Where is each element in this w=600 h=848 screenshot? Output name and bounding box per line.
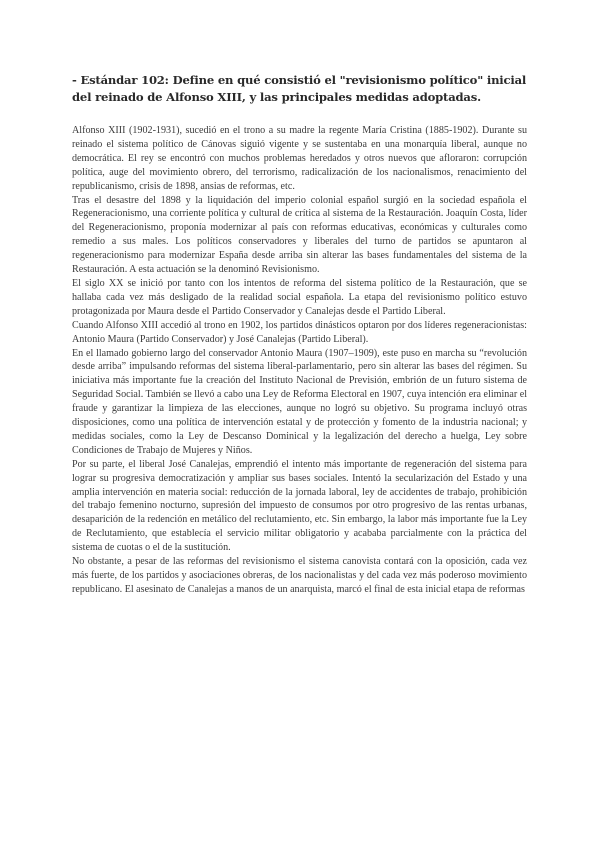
paragraph-canalejas: Por su parte, el liberal José Canalejas, emprendió el intento más importante de regeneración del sistema para lograr su progresiva democratización y ampliar sus bases sociales. Intentó la secularización del Estado y una amplia intervención en materia social: reducción de la jornada laboral, ley de accidentes de trabajo, prohibición del trabajo femenino nocturno, supresión del impuesto de consumos por otro progresivo de las rentas urbanas, desaparición de la redención en metálico del reclutamiento, etc. Sin embargo, la labor más importante fue la Ley de Reclutamiento, que establecía el servicio militar obligatorio y acababa parcialmente con la práctica del sistema de cuotas o el de la sustitución. (72, 458, 527, 554)
paragraph-regeneracionismo: Tras el desastre del 1898 y la liquidación del imperio colonial español surgió en la sociedad española el Regeneracionismo, una corriente política y cultural de crítica al sistema de la Restauración. Joaquín Costa, líder del Regeneracionismo, proponía modernizar al país con reformas educativas, económicas y culturales como remedio a sus males. Los políticos conservadores y liberales del turno de partidos se apuntaron al regeneracionismo para modernizar España desde arriba sin alterar las bases fundamentales del sistema de la Restauración. A esta actuación se la denominó Revisionismo. (72, 194, 527, 276)
paragraph-conclusion: No obstante, a pesar de las reformas del revisionismo el sistema canovista contará con la oposición, cada vez más fuerte, de los partidos y asociaciones obreras, de los nacionalistas y del cada vez más poderoso movimiento republicano. El asesinato de Canalejas a manos de un anarquista, marcó el final de esta inicial etapa de reformas (72, 556, 527, 595)
document-body (72, 124, 527, 597)
paragraph-partidos-dinasticos: Cuando Alfonso XIII accedió al trono en 1902, los partidos dinásticos optaron por dos líderes regeneracionistas: Antonio Maura (Partido Conservador) y José Canalejas (Partido Liberal). (72, 319, 527, 345)
document-title: - Estándar 102: Define en qué consistió el "revisionismo político" inicial del reinado de Alfonso XIII, y las principales medidas adoptadas. (72, 73, 527, 104)
paragraph-siglo-xx: El siglo XX se inició por tanto con los intentos de reforma del sistema político de la Restauración, que se hallaba cada vez más desligado de la realidad social española. La etapa del revisionismo político estuvo protagonizada por Maura desde el Partido Conservador y Canalejas desde el Partido Liberal. (72, 277, 527, 317)
paragraph-maura: En el llamado gobierno largo del conservador Antonio Maura (1907–1909), este puso en marcha su “revolución desde arriba” impulsando reformas del sistema liberal-parlamentario, pero sin alterar las bases del régimen. Su iniciativa más importante fue la creación del Instituto Nacional de Previsión, embrión de un futuro sistema de Seguridad Social. También se llevó a cabo una Ley de Reforma Electoral en 1907, cuya intención era eliminar el fraude y garantizar la limpieza de las elecciones, aunque no logró su objetivo. Su programa incluyó otras disposiciones, como una política de intervención estatal y de protección y fomento de la industria nacional; y medidas sociales, como la Ley de Descanso Dominical y la legalización del derecho a huelga, Ley sobre Condiciones de Trabajo de Mujeres y Niños. (72, 347, 527, 456)
paragraph-intro: Alfonso XIII (1902-1931), sucedió en el trono a su madre la regente María Cristina (1885-1902). Durante su reinado el sistema político de Cánovas siguió vigente y se sustentaba en una monarquía liberal, aunque no democrática. El rey se encontró con muchos problemas heredados y otros nuevos que afloraron: corrupción política, auge del movimiento obrero, del terrorismo, radicalización de los nacionalismos, renacimiento del republicanismo, crisis de 1898, ansias de reformas, etc. (72, 125, 527, 192)
